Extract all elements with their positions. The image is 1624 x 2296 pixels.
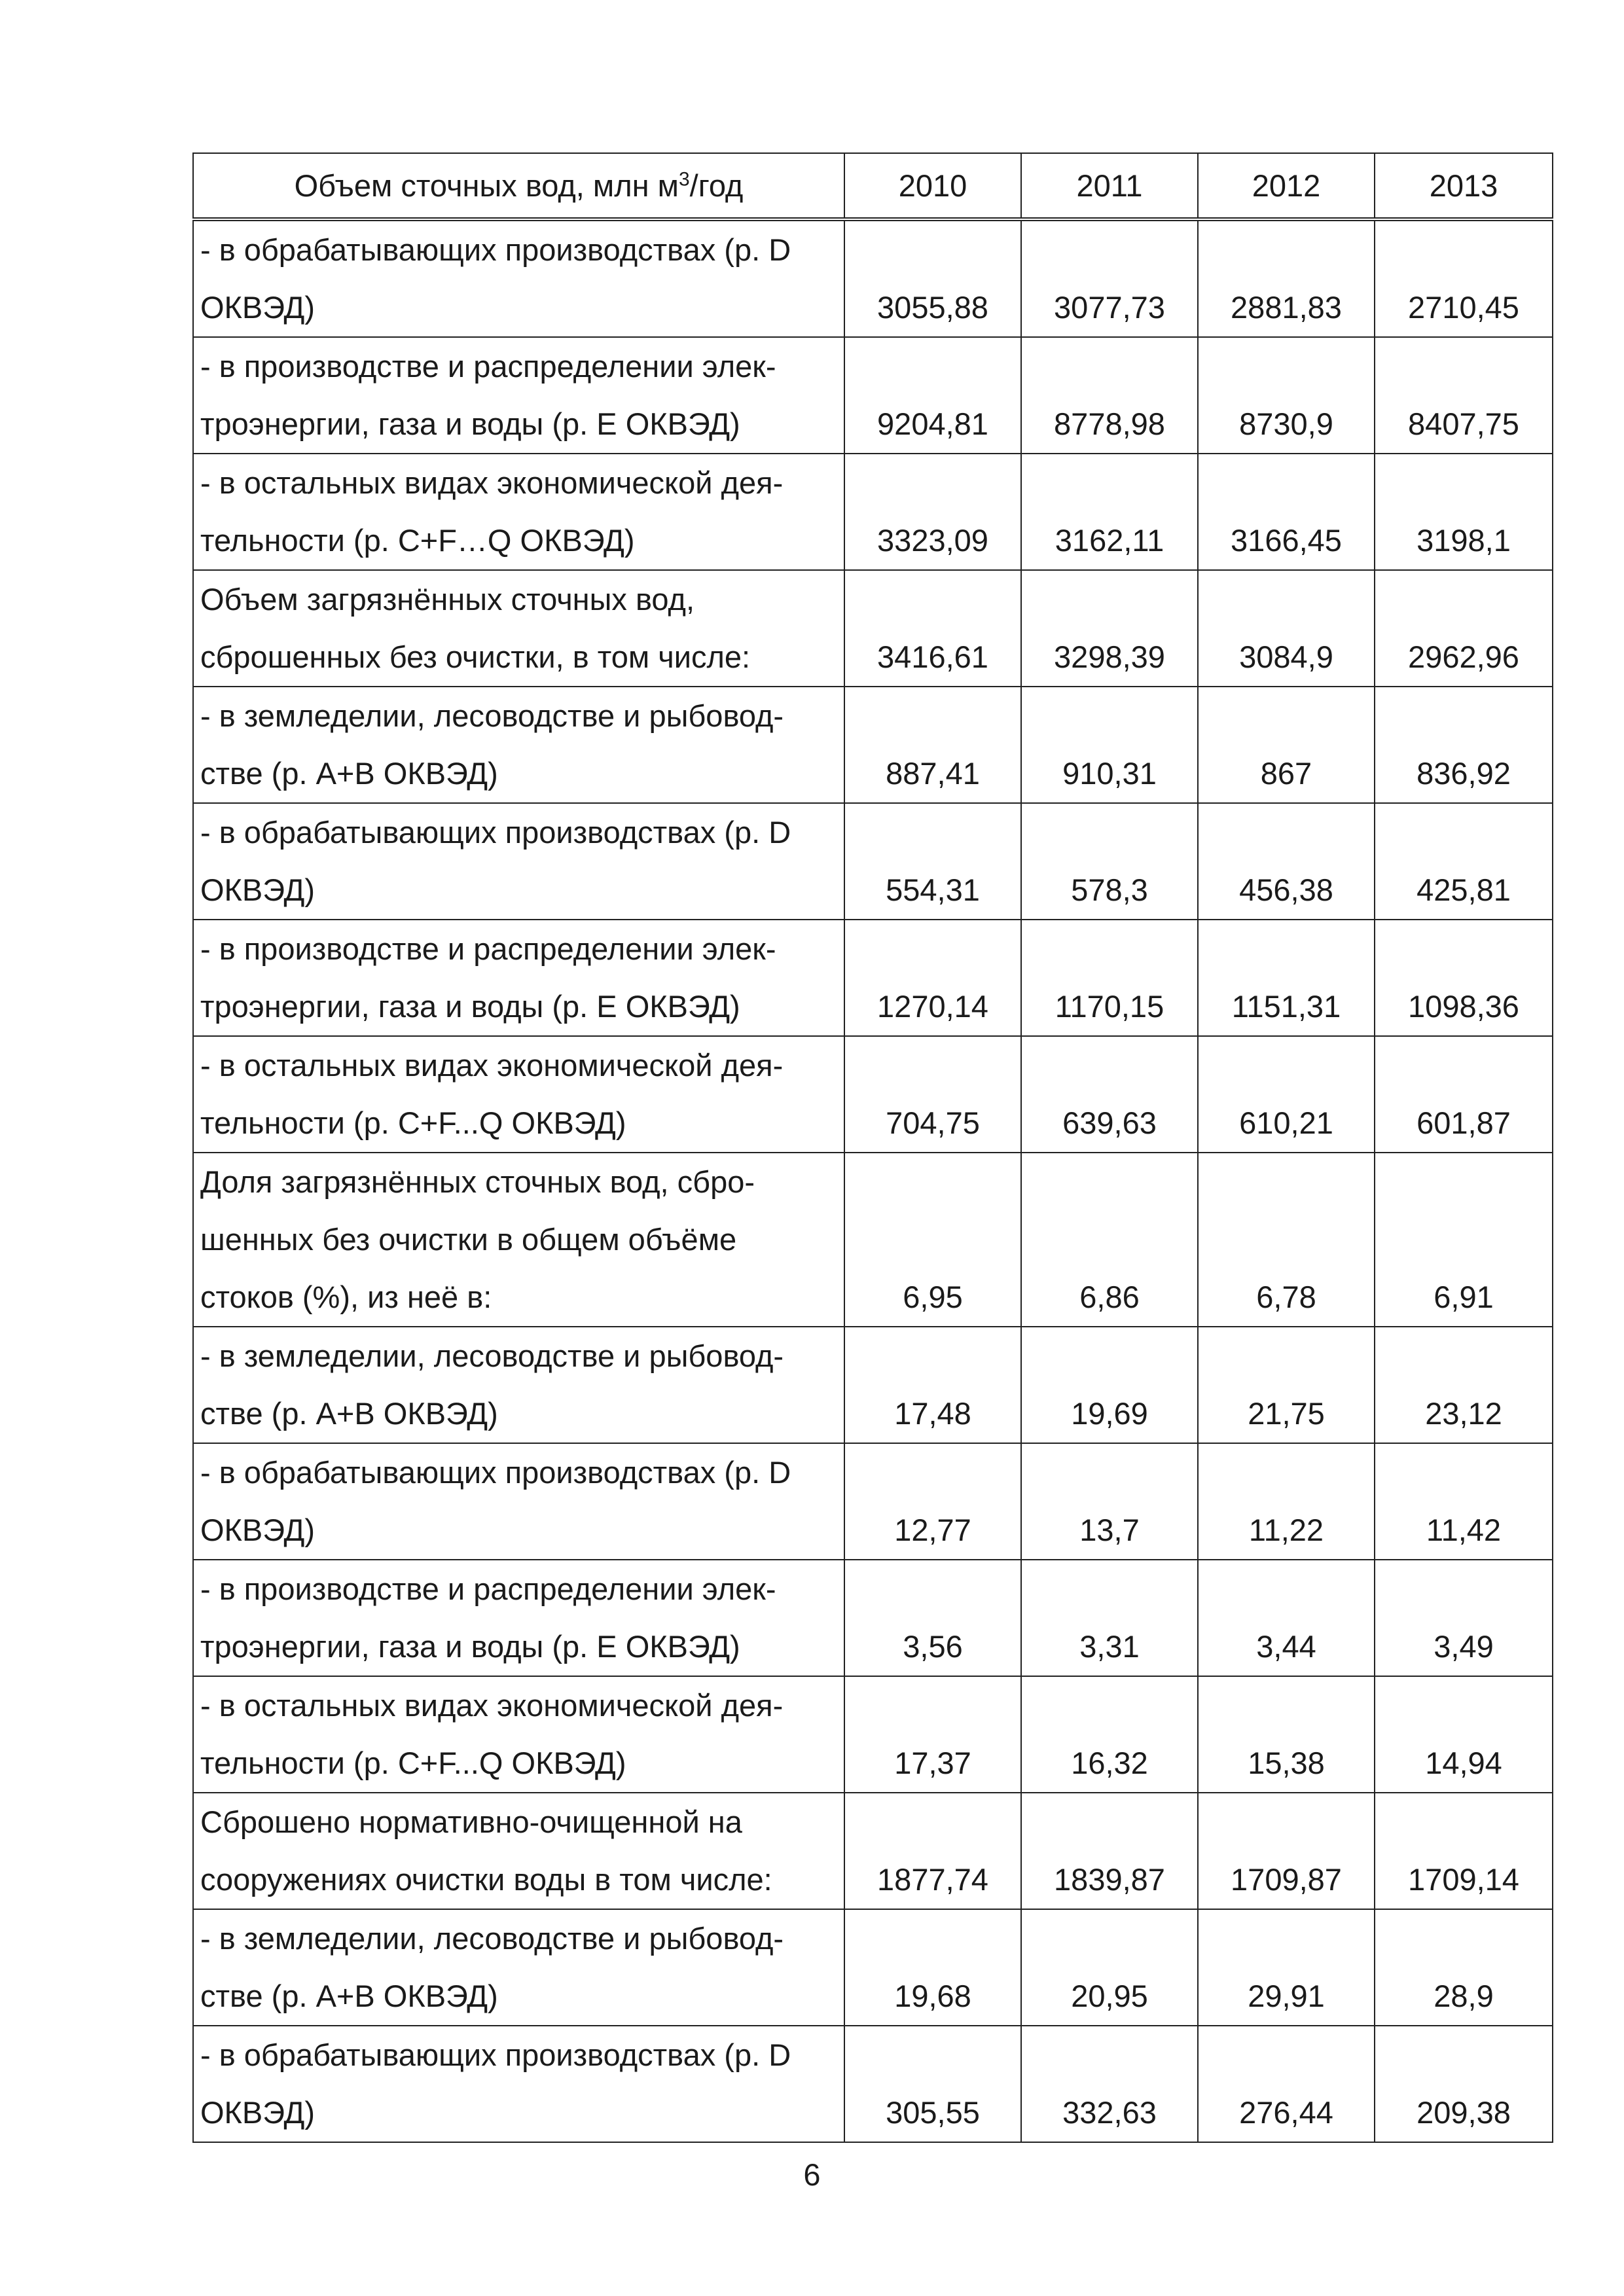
row-label: Сброшено нормативно-очищенной на сооружениях очистки воды в том числе: <box>193 1793 844 1909</box>
row-value: 456,38 <box>1198 803 1375 920</box>
row-value: 601,87 <box>1375 1036 1553 1153</box>
row-value: 610,21 <box>1198 1036 1375 1153</box>
row-value: 867 <box>1198 687 1375 803</box>
row-label: Доля загрязнённых сточных вод, сбро- шенных без очистки в общем объёме стоков (%), из неё в: <box>193 1153 844 1327</box>
row-value: 13,7 <box>1021 1443 1198 1560</box>
row-value: 3198,1 <box>1375 454 1553 570</box>
table-row <box>193 2026 1553 2142</box>
header-indicator-label: Объем сточных вод, млн $м^3$/год <box>193 153 844 219</box>
row-value: 2710,45 <box>1375 219 1553 337</box>
row-label: - в остальных видах экономической дея- тельности (р. С+F…Q ОКВЭД) <box>193 454 844 570</box>
row-value: 2962,96 <box>1375 570 1553 687</box>
row-value: 6,86 <box>1021 1153 1198 1327</box>
row-value: 3,44 <box>1198 1560 1375 1676</box>
row-value: 1709,87 <box>1198 1793 1375 1909</box>
table-row <box>193 219 1553 337</box>
row-value: 20,95 <box>1021 1909 1198 2026</box>
row-value: 3077,73 <box>1021 219 1198 337</box>
row-value: 11,42 <box>1375 1443 1553 1560</box>
table-row <box>193 1036 1553 1153</box>
row-value: 1151,31 <box>1198 920 1375 1036</box>
table-row <box>193 337 1553 454</box>
table-row <box>193 570 1553 687</box>
row-label: - в остальных видах экономической дея- тельности (р. С+F...Q ОКВЭД) <box>193 1676 844 1793</box>
row-value: 6,91 <box>1375 1153 1553 1327</box>
row-value: 14,94 <box>1375 1676 1553 1793</box>
row-value: 3166,45 <box>1198 454 1375 570</box>
row-value: 9204,81 <box>844 337 1021 454</box>
row-value: 639,63 <box>1021 1036 1198 1153</box>
row-value: 15,38 <box>1198 1676 1375 1793</box>
row-value: 16,32 <box>1021 1676 1198 1793</box>
row-value: 3084,9 <box>1198 570 1375 687</box>
table-row <box>193 1909 1553 2026</box>
table-row <box>193 1443 1553 1560</box>
row-value: 17,37 <box>844 1676 1021 1793</box>
row-value: 1270,14 <box>844 920 1021 1036</box>
table-row <box>193 1793 1553 1909</box>
table-row <box>193 1153 1553 1327</box>
row-value: 21,75 <box>1198 1327 1375 1443</box>
row-value: 276,44 <box>1198 2026 1375 2142</box>
row-value: 8407,75 <box>1375 337 1553 454</box>
row-value: 11,22 <box>1198 1443 1375 1560</box>
row-label: - в обрабатывающих производствах (р. D ОКВЭД) <box>193 2026 844 2142</box>
page-number: 6 <box>803 2157 821 2192</box>
table-row <box>193 1327 1553 1443</box>
row-value: 1098,36 <box>1375 920 1553 1036</box>
row-value: 3,31 <box>1021 1560 1198 1676</box>
row-value: 578,3 <box>1021 803 1198 920</box>
row-label: - в обрабатывающих производствах (р. D ОКВЭД) <box>193 219 844 337</box>
row-value: 6,95 <box>844 1153 1021 1327</box>
row-label: - в земледелии, лесоводстве и рыбовод- стве (р. А+В ОКВЭД) <box>193 1909 844 2026</box>
row-value: 3162,11 <box>1021 454 1198 570</box>
table-row <box>193 920 1553 1036</box>
header-year-2012: 2012 <box>1198 153 1375 219</box>
row-value: 332,63 <box>1021 2026 1198 2142</box>
table-row <box>193 454 1553 570</box>
row-value: 17,48 <box>844 1327 1021 1443</box>
row-label: - в остальных видах экономической дея- тельности (р. С+F...Q ОКВЭД) <box>193 1036 844 1153</box>
row-label: - в земледелии, лесоводстве и рыбовод- стве (р. А+В ОКВЭД) <box>193 1327 844 1443</box>
row-value: 12,77 <box>844 1443 1021 1560</box>
row-value: 305,55 <box>844 2026 1021 2142</box>
row-value: 23,12 <box>1375 1327 1553 1443</box>
row-value: 1170,15 <box>1021 920 1198 1036</box>
row-label: - в производстве и распределении элек- троэнергии, газа и воды (р. Е ОКВЭД) <box>193 1560 844 1676</box>
row-value: 554,31 <box>844 803 1021 920</box>
table-header-row <box>193 153 1553 219</box>
row-value: 425,81 <box>1375 803 1553 920</box>
table-row <box>193 1676 1553 1793</box>
header-year-2011: 2011 <box>1021 153 1198 219</box>
row-value: 8778,98 <box>1021 337 1198 454</box>
row-value: 704,75 <box>844 1036 1021 1153</box>
row-value: 1839,87 <box>1021 1793 1198 1909</box>
row-label: - в земледелии, лесоводстве и рыбовод- стве (р. А+В ОКВЭД) <box>193 687 844 803</box>
row-value: 3416,61 <box>844 570 1021 687</box>
row-value: 887,41 <box>844 687 1021 803</box>
table-row <box>193 1560 1553 1676</box>
row-value: 8730,9 <box>1198 337 1375 454</box>
row-value: 6,78 <box>1198 1153 1375 1327</box>
row-value: 1877,74 <box>844 1793 1021 1909</box>
row-label: Объем загрязнённых сточных вод, сброшенных без очистки, в том числе: <box>193 570 844 687</box>
header-year-2010: 2010 <box>844 153 1021 219</box>
row-value: 3055,88 <box>844 219 1021 337</box>
row-value: 209,38 <box>1375 2026 1553 2142</box>
row-label: - в производстве и распределении элек- троэнергии, газа и воды (р. Е ОКВЭД) <box>193 337 844 454</box>
row-value: 19,69 <box>1021 1327 1198 1443</box>
table-row <box>193 687 1553 803</box>
row-value: 19,68 <box>844 1909 1021 2026</box>
row-label: - в обрабатывающих производствах (р. D ОКВЭД) <box>193 1443 844 1560</box>
table-row <box>193 803 1553 920</box>
header-year-2013: 2013 <box>1375 153 1553 219</box>
row-label: - в производстве и распределении элек- троэнергии, газа и воды (р. Е ОКВЭД) <box>193 920 844 1036</box>
water-discharge-table <box>192 152 1553 2143</box>
row-value: 29,91 <box>1198 1909 1375 2026</box>
row-value: 836,92 <box>1375 687 1553 803</box>
row-value: 3323,09 <box>844 454 1021 570</box>
row-value: 2881,83 <box>1198 219 1375 337</box>
row-value: 3,49 <box>1375 1560 1553 1676</box>
row-value: 1709,14 <box>1375 1793 1553 1909</box>
row-value: 28,9 <box>1375 1909 1553 2026</box>
row-value: 910,31 <box>1021 687 1198 803</box>
table-body <box>193 219 1553 2142</box>
row-value: 3298,39 <box>1021 570 1198 687</box>
row-value: 3,56 <box>844 1560 1021 1676</box>
row-label: - в обрабатывающих производствах (р. D ОКВЭД) <box>193 803 844 920</box>
